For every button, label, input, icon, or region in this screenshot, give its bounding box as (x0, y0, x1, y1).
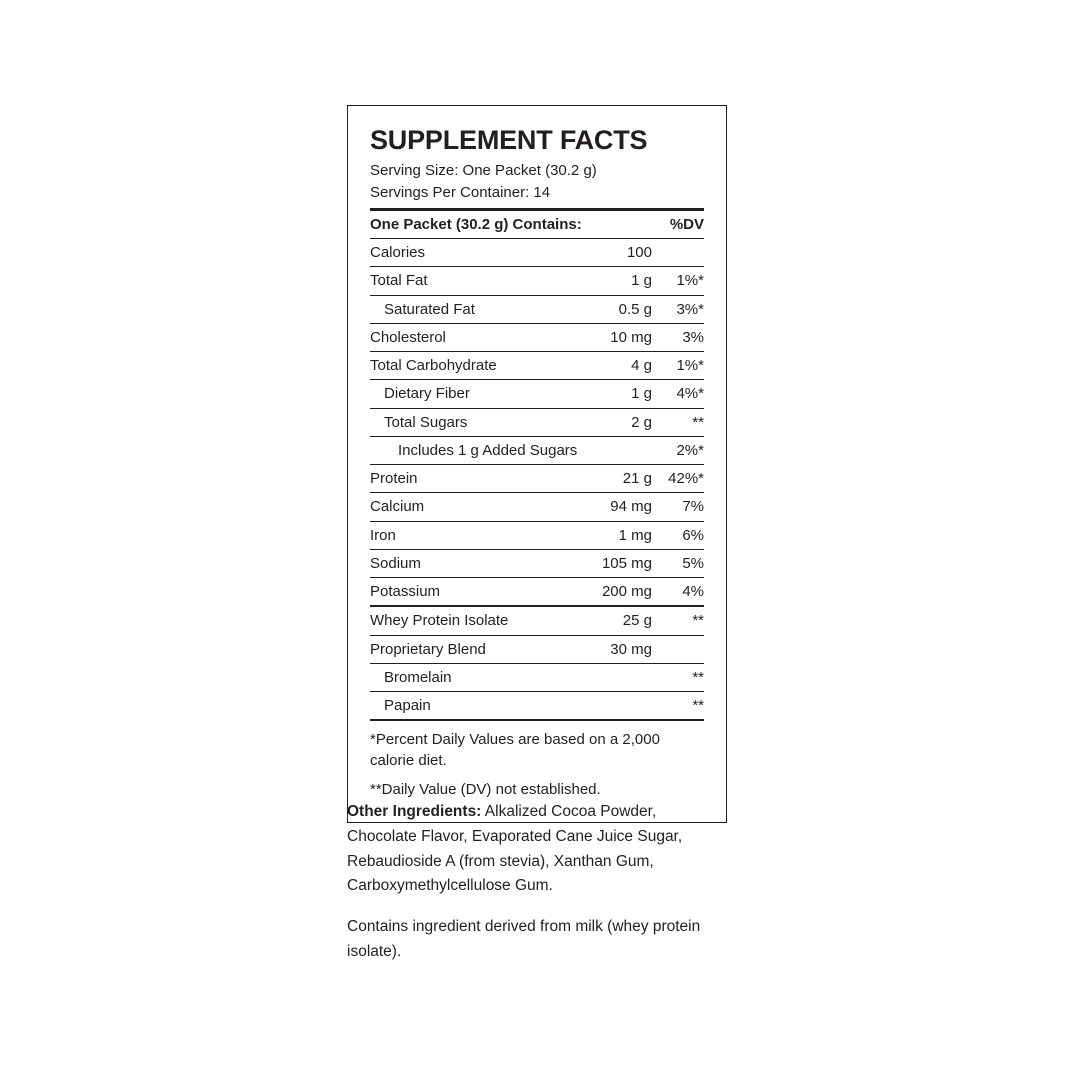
nutrient-name: Total Fat (370, 267, 577, 295)
table-row (370, 465, 704, 493)
nutrient-name: Dietary Fiber (370, 380, 577, 408)
nutrient-amount: 4 g (577, 352, 652, 380)
nutrient-dv: 3% (652, 323, 704, 351)
other-ingredients-label: Other Ingredients: (347, 803, 482, 820)
nutrient-name: Total Sugars (370, 408, 577, 436)
nutrient-name: Calcium (370, 493, 577, 521)
table-row (370, 352, 704, 380)
nutrient-amount: 1 g (577, 380, 652, 408)
nutrient-name: Sodium (370, 549, 577, 577)
supplement-facts-panel (347, 105, 727, 823)
footnote-dv-not-established: **Daily Value (DV) not established. (370, 780, 601, 798)
nutrient-amount: 94 mg (577, 493, 652, 521)
table-row (370, 239, 704, 267)
table-row (370, 606, 704, 635)
nutrient-name: Bromelain (370, 663, 577, 691)
footnotes (370, 719, 704, 800)
nutrient-amount: 30 mg (577, 635, 652, 663)
nutrient-dv: 4% (652, 578, 704, 607)
header-contains-label: One Packet (30.2 g) Contains: (370, 209, 652, 238)
header-dv-label: %DV (652, 209, 704, 238)
other-ingredients-paragraph (347, 800, 709, 899)
panel-title: SUPPLEMENT FACTS (370, 125, 648, 155)
nutrient-dv (652, 635, 704, 663)
allergen-statement: Contains ingredient derived from milk (whey protein isolate). (347, 918, 701, 960)
nutrient-dv: 4%* (652, 380, 704, 408)
table-row (370, 521, 704, 549)
other-ingredients-text: Alkalized Cocoa Powder, Chocolate Flavor, Evaporated Cane Juice Sugar, Rebaudioside A (from stevia), Xanthan Gum, Carboxymethylcellulose Gum. (347, 803, 683, 895)
nutrient-name: Saturated Fat (370, 295, 577, 323)
nutrient-dv: 1%* (652, 352, 704, 380)
table-row (370, 436, 704, 464)
table-row (370, 323, 704, 351)
nutrient-dv: 6% (652, 521, 704, 549)
nutrient-dv: ** (652, 663, 704, 691)
nutrient-name: Calories (370, 239, 577, 267)
nutrient-dv: 3%* (652, 295, 704, 323)
nutrient-amount: 25 g (577, 606, 652, 635)
nutrient-name: Papain (384, 697, 431, 715)
table-row (370, 380, 704, 408)
nutrient-amount: 100 (577, 239, 652, 267)
table-row (370, 493, 704, 521)
nutrient-amount: 1 g (577, 267, 652, 295)
nutrient-dv (652, 239, 704, 267)
table-row (370, 663, 704, 691)
nutrient-dv: 42%* (652, 465, 704, 493)
table-row (370, 267, 704, 295)
nutrient-dv: 7% (652, 493, 704, 521)
table-row (370, 578, 704, 607)
nutrient-amount: 2 g (577, 408, 652, 436)
nutrient-amount: 105 mg (577, 549, 652, 577)
nutrient-amount: 0.5 g (577, 295, 652, 323)
nutrient-amount: 21 g (577, 465, 652, 493)
nutrient-amount: 10 mg (577, 323, 652, 351)
nutrient-dv: ** (692, 697, 704, 715)
nutrient-name: Iron (370, 521, 577, 549)
nutrient-amount (577, 663, 652, 691)
nutrient-dv: 5% (652, 549, 704, 577)
nutrient-dv: ** (652, 408, 704, 436)
serving-size: Serving Size: One Packet (30.2 g) (370, 162, 597, 180)
nutrient-amount: 200 mg (577, 578, 652, 607)
nutrient-name: Potassium (370, 578, 577, 607)
nutrient-name: Total Carbohydrate (370, 352, 577, 380)
nutrient-name: Whey Protein Isolate (370, 606, 577, 635)
table-row (370, 408, 704, 436)
nutrient-name: Cholesterol (370, 323, 577, 351)
nutrient-name: Protein (370, 465, 577, 493)
nutrient-name: Includes 1 g Added Sugars (370, 436, 652, 464)
nutrient-dv: 1%* (652, 267, 704, 295)
other-ingredients-block (347, 800, 709, 965)
footnote-daily-values: *Percent Daily Values are based on a 2,000 calorie diet. (370, 731, 660, 769)
nutrient-dv: ** (652, 606, 704, 635)
nutrition-table (370, 208, 704, 720)
table-row (370, 692, 704, 720)
nutrient-dv: 2%* (652, 436, 704, 464)
servings-per-container: Servings Per Container: 14 (370, 184, 551, 202)
table-row (370, 635, 704, 663)
table-row (370, 549, 704, 577)
table-row (370, 295, 704, 323)
nutrient-amount: 1 mg (577, 521, 652, 549)
table-header-row (370, 209, 704, 238)
nutrient-amount (577, 692, 652, 720)
nutrient-name: Proprietary Blend (370, 635, 577, 663)
